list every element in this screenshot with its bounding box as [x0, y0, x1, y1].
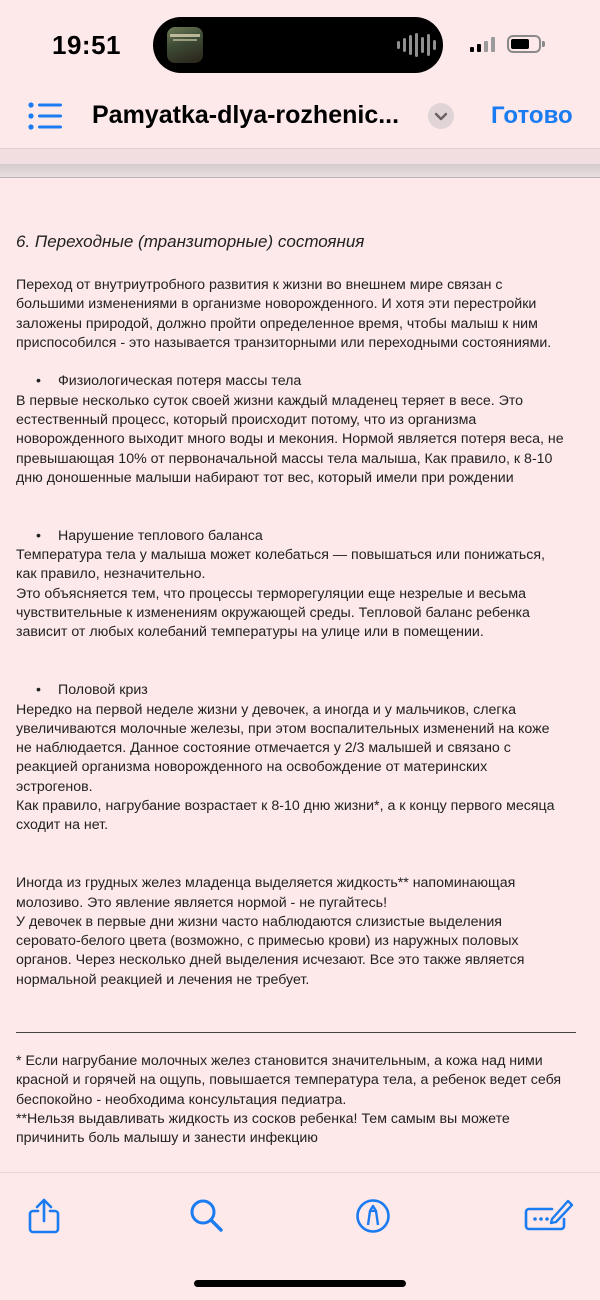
page-border	[0, 177, 600, 178]
section-heading: 6. Переходные (транзиторные) состояния	[16, 232, 365, 251]
dynamic-island[interactable]	[153, 17, 443, 73]
bullet-sexual-crisis: • Половой криз	[36, 682, 148, 699]
paragraph-heat-balance: Температура тела у малыша может колебаться — повышаться или понижаться, как правило, незначительно. Это объясняется тем, что процессы терморегуляции еще незрелые и весьма чувствительные к изменениям окружающей среды. Тепловой баланс ребенка зависит от любых колебаний температуры на улице или в помещении.	[16, 547, 545, 641]
battery-icon	[507, 35, 541, 53]
audio-waveform-icon	[397, 33, 436, 57]
paragraph-discharge: Иногда из грудных желез младенца выделяется жидкость** напоминающая молозиво. Это явление является нормой - не пугайтесь! У девочек в первые дни жизни часто наблюдаются слизистые выделения серовато-белого цвета (возможно, с примесью крови) из наружных половых органов. Через несколько дней выделения исчезают. Все это также является нормальной реакцией и лечения не требует.	[16, 875, 525, 988]
nav-separator	[0, 148, 600, 164]
edit-form-icon[interactable]	[522, 1197, 574, 1235]
chevron-down-icon[interactable]	[428, 103, 454, 129]
status-bar	[0, 0, 600, 88]
markup-icon[interactable]	[355, 1197, 391, 1235]
intro-paragraph: Переход от внутриутробного развития к жизни во внешнем мире связан с большими изменениями в организме новорожденного. И хотя эти перестройки заложены природой, должно пройти определенное время, чтобы малыш к ним приспособился - это называется транзиторными или переходными состояниями.	[16, 277, 552, 351]
footnotes: * Если нагрубание молочных желез становится значительным, а кожа над ними красной и горячей на ощупь, повышается температура тела, а ребенок ведет себя беспокойно - необходима консультация педиатра. **Нельзя выдавливать жидкость из сосков ребенка! Тем самым вы можете причинить боль малышу и занести инфекцию	[16, 1052, 562, 1147]
paragraph-weight-loss: В первые несколько суток своей жизни каждый младенец теряет в весе. Это естественный процесс, который происходит потому, что из организма новорожденного выходит много воды и мекония. Нормой является потеря веса, не превышающая 10% от первоначальной массы тела малыша, Как правило, к 8-10 дню доношенные малыши набирают тот вес, который имели при рождении	[16, 392, 564, 486]
home-indicator[interactable]	[194, 1280, 406, 1287]
cellular-signal-icon	[470, 36, 495, 52]
navigation-bar	[0, 88, 600, 144]
now-playing-artwork	[167, 27, 203, 63]
search-icon[interactable]	[188, 1197, 224, 1235]
bullet-heat-balance: • Нарушение теплового баланса	[36, 527, 263, 544]
page-top-edge	[0, 164, 600, 178]
clock: 19:51	[52, 30, 121, 60]
document-page[interactable]	[16, 232, 586, 1148]
done-button[interactable]: Готово	[491, 102, 573, 129]
paragraph-sexual-crisis: Нередко на первой неделе жизни у девочек, а иногда и у мальчиков, слегка увеличиваются молочные железы, при этом воспалительных изменений на коже не наблюдается. Данное состояние отмечается у 2/3 малышей и связано с реакцией организма новорожденного на освобождение от материнских эстрогенов. Как правило, нагрубание возрастает к 8-10 дню жизни*, а к концу первого месяца сходит на нет.	[16, 701, 555, 834]
document-title[interactable]: Pamyatka-dlya-rozhenic...	[92, 101, 400, 129]
share-icon[interactable]	[26, 1197, 62, 1235]
bullet-weight-loss: • Физиологическая потеря массы тела	[36, 373, 302, 390]
outline-list-icon[interactable]	[28, 102, 62, 130]
